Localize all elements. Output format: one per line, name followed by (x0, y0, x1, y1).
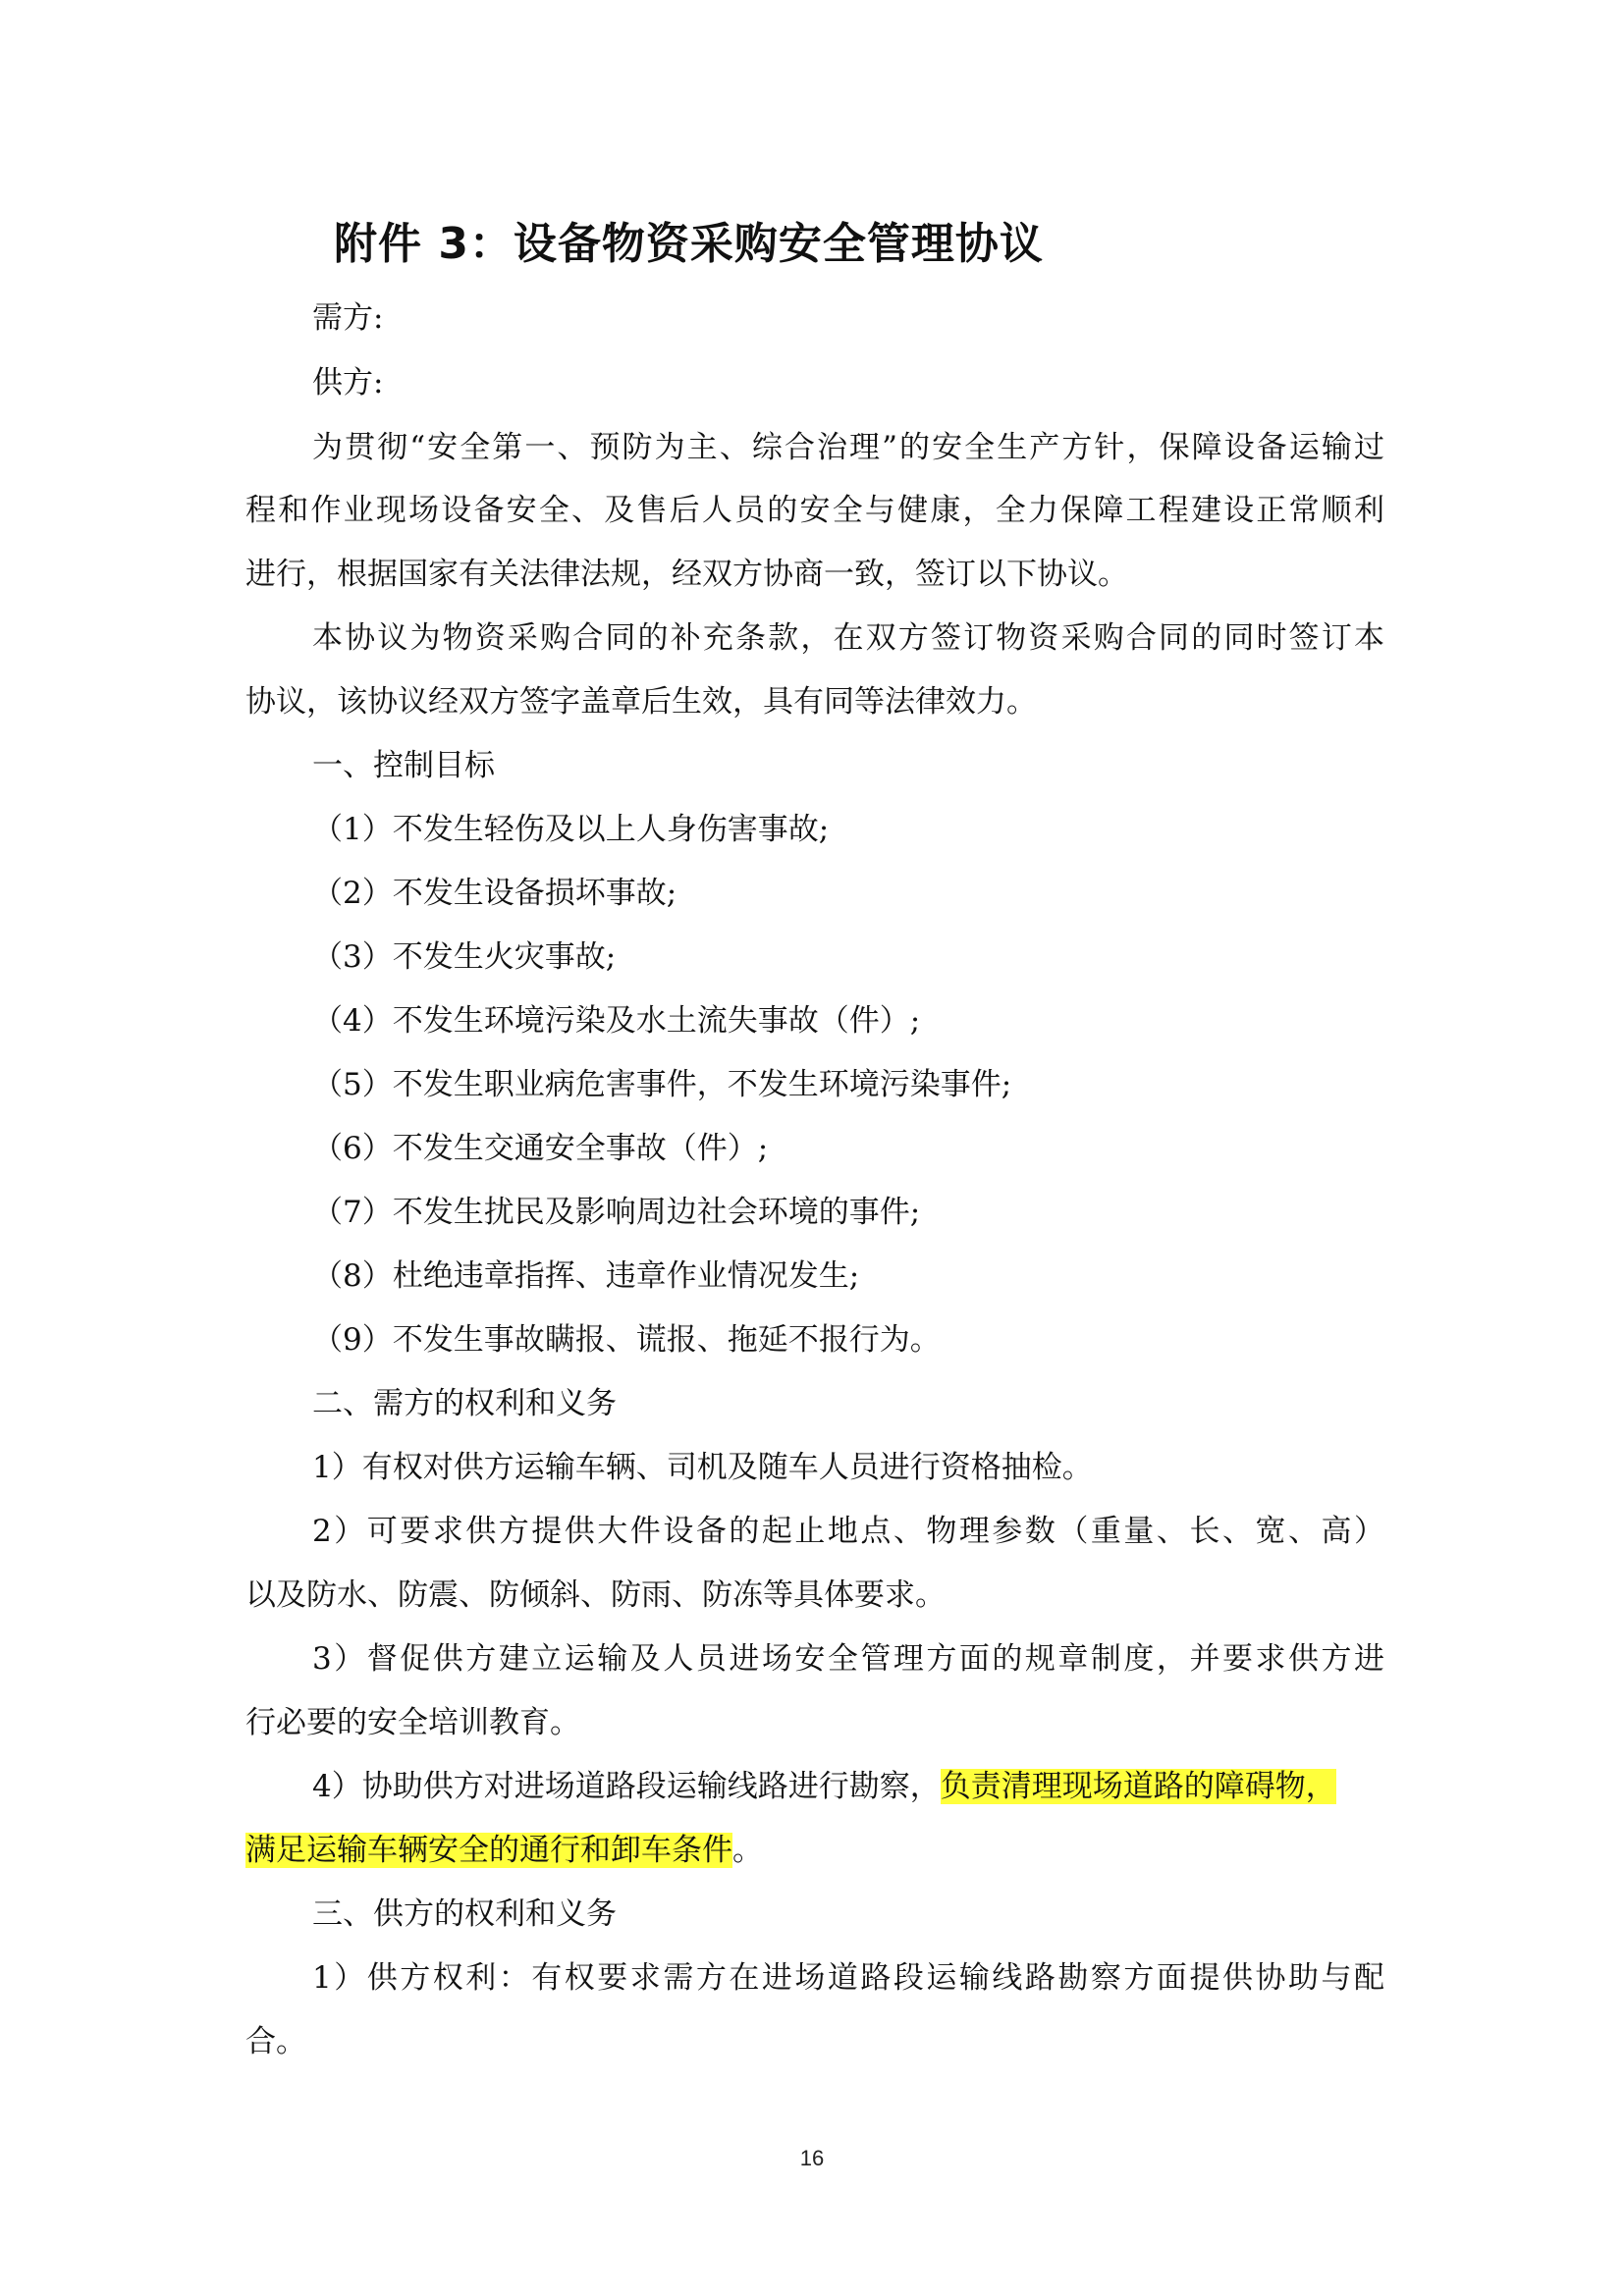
section-2-item-3-line-1: 3）督促供方建立运输及人员进场安全管理方面的规章制度，并要求供方进 (312, 1641, 1384, 1677)
section-3-item-1-line-1: 1）供方权利：有权要求需方在进场道路段运输线路勘察方面提供协助与配 (312, 1960, 1384, 1996)
highlighted-text: 负责清理现场道路的障碍物， (940, 1769, 1336, 1804)
section-1-item: （1）不发生轻伤及以上人身伤害事故; (312, 812, 830, 847)
section-2-item-4-line-2 (245, 1831, 763, 1870)
section-2-heading: 二、需方的权利和义务 (312, 1386, 617, 1421)
intro-paragraph-2-line-2: 协议，该协议经双方签字盖章后生效，具有同等法律效力。 (245, 684, 1037, 720)
section-1-heading: 一、控制目标 (312, 748, 495, 783)
section-1-item: （4）不发生环境污染及水土流失事故（件）; (312, 1003, 921, 1039)
document-title: 附件 3：设备物资采购安全管理协议 (334, 219, 1044, 269)
intro-paragraph-1-line-3: 进行，根据国家有关法律法规，经双方协商一致，签订以下协议。 (245, 557, 1128, 592)
section-2-item-4-text: 4）协助供方对进场道路段运输线路进行勘察， (312, 1769, 941, 1804)
section-1-item: （6）不发生交通安全事故（件）; (312, 1131, 769, 1166)
section-2-item-4-text: 。 (732, 1833, 763, 1868)
section-3-heading: 三、供方的权利和义务 (312, 1896, 617, 1932)
page-number: 16 (799, 2146, 825, 2170)
section-2-item-1: 1）有权对供方运输车辆、司机及随车人员进行资格抽检。 (312, 1450, 1093, 1485)
section-1-item: （5）不发生职业病危害事件，不发生环境污染事件; (312, 1067, 1012, 1102)
intro-paragraph-1-line-2: 程和作业现场设备安全、及售后人员的安全与健康，全力保障工程建设正常顺利 (245, 493, 1384, 528)
section-1-item: （8）杜绝违章指挥、违章作业情况发生; (312, 1258, 860, 1294)
section-2-item-2-line-1: 2）可要求供方提供大件设备的起止地点、物理参数（重量、长、宽、高） (312, 1514, 1384, 1549)
section-2-item-2-line-2: 以及防水、防震、防倾斜、防雨、防冻等具体要求。 (245, 1577, 946, 1613)
section-3-item-1-line-2: 合。 (245, 2024, 306, 2059)
intro-paragraph-2-line-1: 本协议为物资采购合同的补充条款，在双方签订物资采购合同的同时签订本 (312, 620, 1384, 656)
section-1-item: （9）不发生事故瞒报、谎报、拖延不报行为。 (312, 1322, 941, 1358)
section-1-item: （7）不发生扰民及影响周边社会环境的事件; (312, 1195, 921, 1230)
section-1-item: （3）不发生火灾事故; (312, 939, 617, 975)
party-demand-label: 需方: (312, 300, 384, 336)
section-1-item: （2）不发生设备损坏事故; (312, 876, 677, 911)
section-2-item-4-line-1 (312, 1767, 1336, 1806)
highlighted-text: 满足运输车辆安全的通行和卸车条件 (245, 1833, 732, 1868)
section-2-item-3-line-2: 行必要的安全培训教育。 (245, 1705, 580, 1740)
party-supply-label: 供方: (312, 365, 384, 400)
intro-paragraph-1-line-1: 为贯彻“安全第一、预防为主、综合治理”的安全生产方针，保障设备运输过 (312, 430, 1384, 465)
